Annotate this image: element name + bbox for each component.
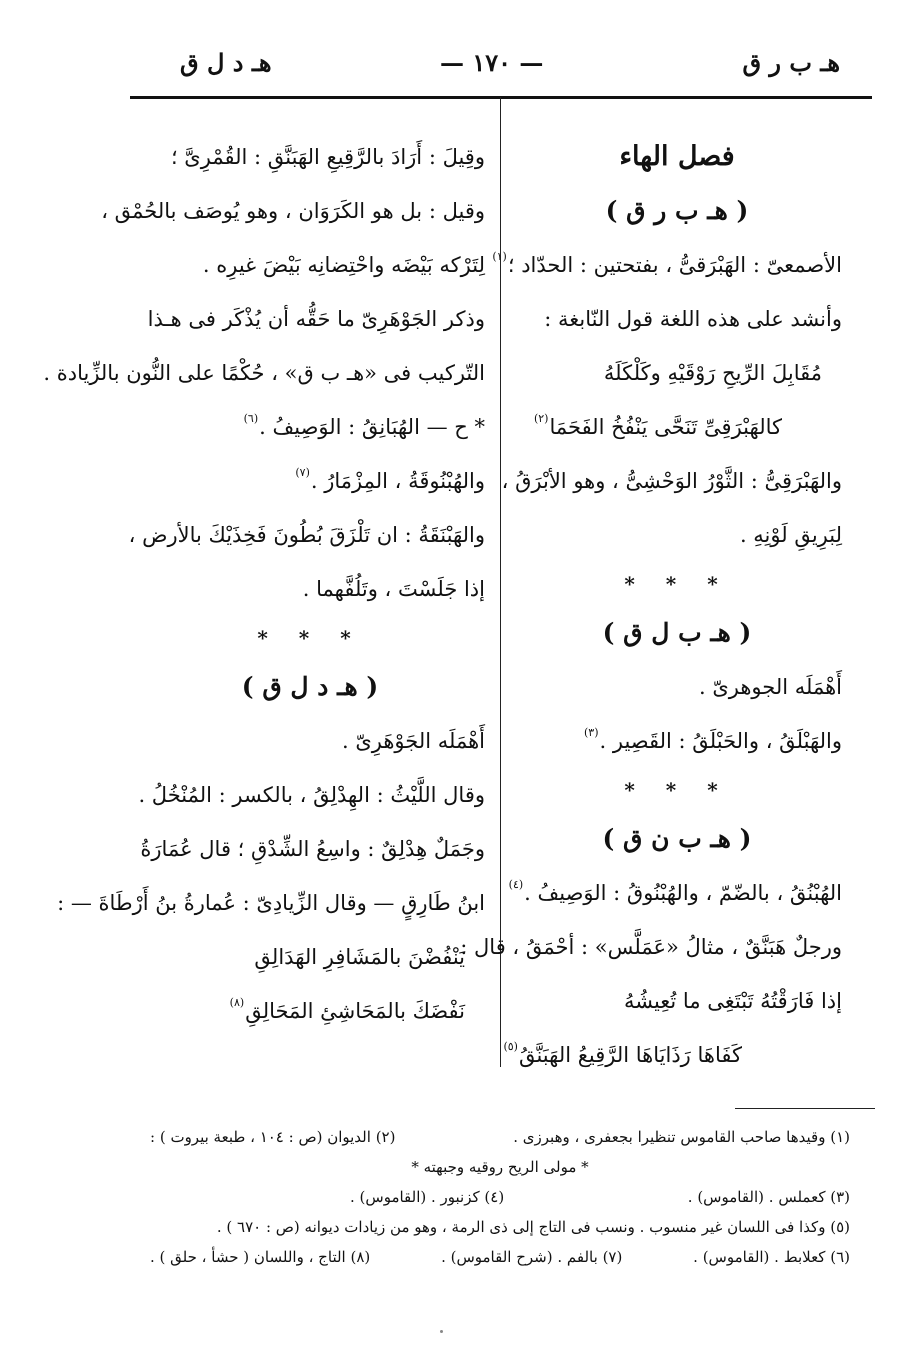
- footnotes: [150, 1122, 850, 1272]
- entry-line: لِبَرِيقِ لَوْنِهِ .: [739, 523, 842, 547]
- footnote: (٧) بالفم . (شرح القاموس) .: [441, 1248, 623, 1266]
- section-title: فصل الهاء: [619, 141, 735, 172]
- header-root-right: هـ ب ر ق: [742, 48, 840, 77]
- footnote-marker: (٣): [584, 726, 599, 739]
- entry-line: والهَبْرَقِىُّ : الثَّوْرُ الوَحْشِىُّ ، وهو الأبْرَقُ ،: [501, 469, 842, 493]
- entry-line: الهُبْنُقُ ، بالضّمّ ، والهُبْنُوقُ : الوَصِيفُ .$^{(٤)}$: [508, 878, 842, 905]
- verse-line: مُقَابِلَ الرِّيحِ رَوْقَيْهِ وكَلْكَلَهُ: [603, 361, 822, 385]
- footnote: (١) وقيدها صاحب القاموس تنظيرا بجعفرى ، وهبرزى .: [513, 1128, 850, 1146]
- root-heading: ( هـ د ل ق ): [241, 672, 379, 701]
- page-number: — ١٧٠ —: [440, 48, 544, 77]
- root-heading: ( هـ ب ن ق ): [602, 824, 752, 853]
- entry-line: أَهْمَلَه الجَوْهَرِىّ .: [341, 729, 485, 753]
- entry-line: إذا جَلَسْتَ ، وتَلُفَّهما .: [302, 577, 485, 601]
- header-root-left: هـ د ل ق: [180, 48, 272, 77]
- entry-line: والهَبْلَقُ ، والحَبْلَقُ : القَصِير .$^{(٣)}$: [584, 726, 842, 753]
- footnote: * مولى الريح روقيه وجبهته *: [411, 1158, 589, 1176]
- footnote-marker: (٤): [508, 878, 524, 891]
- verse-line: نَفْضَكَ بالمَحَاشِئِ المَحَالِقِ$^{(٨)}$: [229, 996, 465, 1023]
- entry-line: * ح — الهُبَانِقُ : الوَصِيفُ .$^{(٦)}$: [243, 412, 485, 439]
- footnote-marker: (١): [492, 250, 507, 263]
- entry-line: لِتَرْكه بَيْضَه واحْتِضانِه بَيْضَ غيرِه .: [202, 253, 485, 277]
- footnote: (٨) التاج ، واللسان ( حشأ ، حلق ) .: [150, 1248, 371, 1266]
- verse-line: إذا فَارَقْتُهُ تَبْتَغِى ما تُعِيشُهُ: [623, 989, 842, 1013]
- footnote-marker: (٦): [243, 412, 259, 425]
- footnote: (٦) كعلابط . (القاموس) .: [693, 1248, 850, 1266]
- root-heading: ( هـ ب ل ق ): [602, 618, 752, 647]
- verse-line: يَنْفُضْنَ بالمَشَافِرِ الهَدَالِقِ: [254, 945, 465, 969]
- footnote: (٤) كزنبور . (القاموس) .: [350, 1188, 505, 1206]
- entry-line: والهَبْنَقَةُ : ان تَلْزَقَ بُطُونَ فَخِذَيْكَ بالأرض ،: [128, 523, 485, 547]
- entry-line: وأنشد على هذه اللغة قول النّابغة :: [544, 307, 842, 331]
- footnote: (٢) الديوان (ص : ١٠٤ ، طبعة بيروت ) :: [150, 1128, 396, 1146]
- entry-line: ورجلٌ هَبَنَّقٌ ، مثالُ «عَمَلَّس» : أحْمَقُ ، قال :: [460, 935, 842, 959]
- left-column: [43, 130, 485, 1038]
- footnote-marker: (٧): [295, 466, 310, 479]
- separator-stars: * * *: [624, 572, 730, 596]
- separator-stars: * * *: [624, 778, 730, 802]
- footnote-row: [150, 1122, 850, 1152]
- entry-line: وقِيلَ : أَرَادَ بالرَّقِيعِ الهَبَنَّقِ : القُمْرِىَّ ؛: [170, 145, 485, 169]
- entry-line: ابنُ طَارِقٍ — وقال الزِّيادِىّ : عُمارةُ بنُ أَرْطَاةَ — :: [57, 891, 485, 915]
- page-speck: [440, 1330, 443, 1333]
- entry-line: وقال اللَّيْثُ : الهِدْلِقُ ، بالكسر : المُنْخُلُ .: [138, 783, 485, 807]
- footnote-rule: [735, 1108, 875, 1109]
- root-heading: ( هـ ب ر ق ): [605, 196, 749, 225]
- entry-line: الأصمعىّ : الهَبْرَقىُّ ، بفتحتين : الحدّاد ؛$^{(١)}$: [492, 250, 842, 277]
- footnote-marker: (٢): [533, 412, 549, 425]
- verse-line: كَفَاهَا رَذَايَاهَا الرَّقِيعُ الهَبَنَّقُ$^{(٥)}$: [503, 1040, 742, 1067]
- entry-line: والهُبْنُوقَةُ ، المِزْمَارُ .$^{(٧)}$: [295, 466, 485, 493]
- footnote-marker: (٥): [503, 1040, 518, 1053]
- entry-line: أَهْمَلَه الجوهرىّ .: [698, 675, 842, 699]
- entry-line: وذكر الجَوْهَرِىّ ما حَقُّه أن يُذْكَر فى هـذا: [147, 307, 485, 331]
- entry-line: وجَمَلٌ هِدْلِقٌ : واسِعُ الشِّدْقِ ؛ قال عُمَارَةُ: [140, 837, 485, 861]
- separator-stars: * * *: [257, 626, 363, 650]
- entry-line: وقيل : بل هو الكَرَوَان ، وهو يُوصَف بالحُمْق ،: [101, 199, 485, 223]
- footnote: (٥) وكذا فى اللسان غير منسوب . ونسب فى التاج إلى ذى الرمة ، وهو من زيادات ديوانه (ص : ٦٧٠ ) .: [216, 1218, 850, 1236]
- footnote: (٣) كعملس . (القاموس) .: [687, 1188, 850, 1206]
- right-column: [460, 130, 842, 1082]
- footnote-row: [150, 1182, 850, 1212]
- footnote-row: [150, 1242, 850, 1272]
- verse-line: كالهَبْرَقِىِّ تَنَحَّى يَنْفُخُ الفَحَمَا$^{(٢)}$: [533, 412, 782, 439]
- header-rule: [130, 96, 872, 99]
- entry-line: التّركيب فى «هـ ب ق» ، حُكْمًا على النُّون بالزِّيادة .: [43, 361, 485, 385]
- footnote-marker: (٨): [229, 996, 245, 1009]
